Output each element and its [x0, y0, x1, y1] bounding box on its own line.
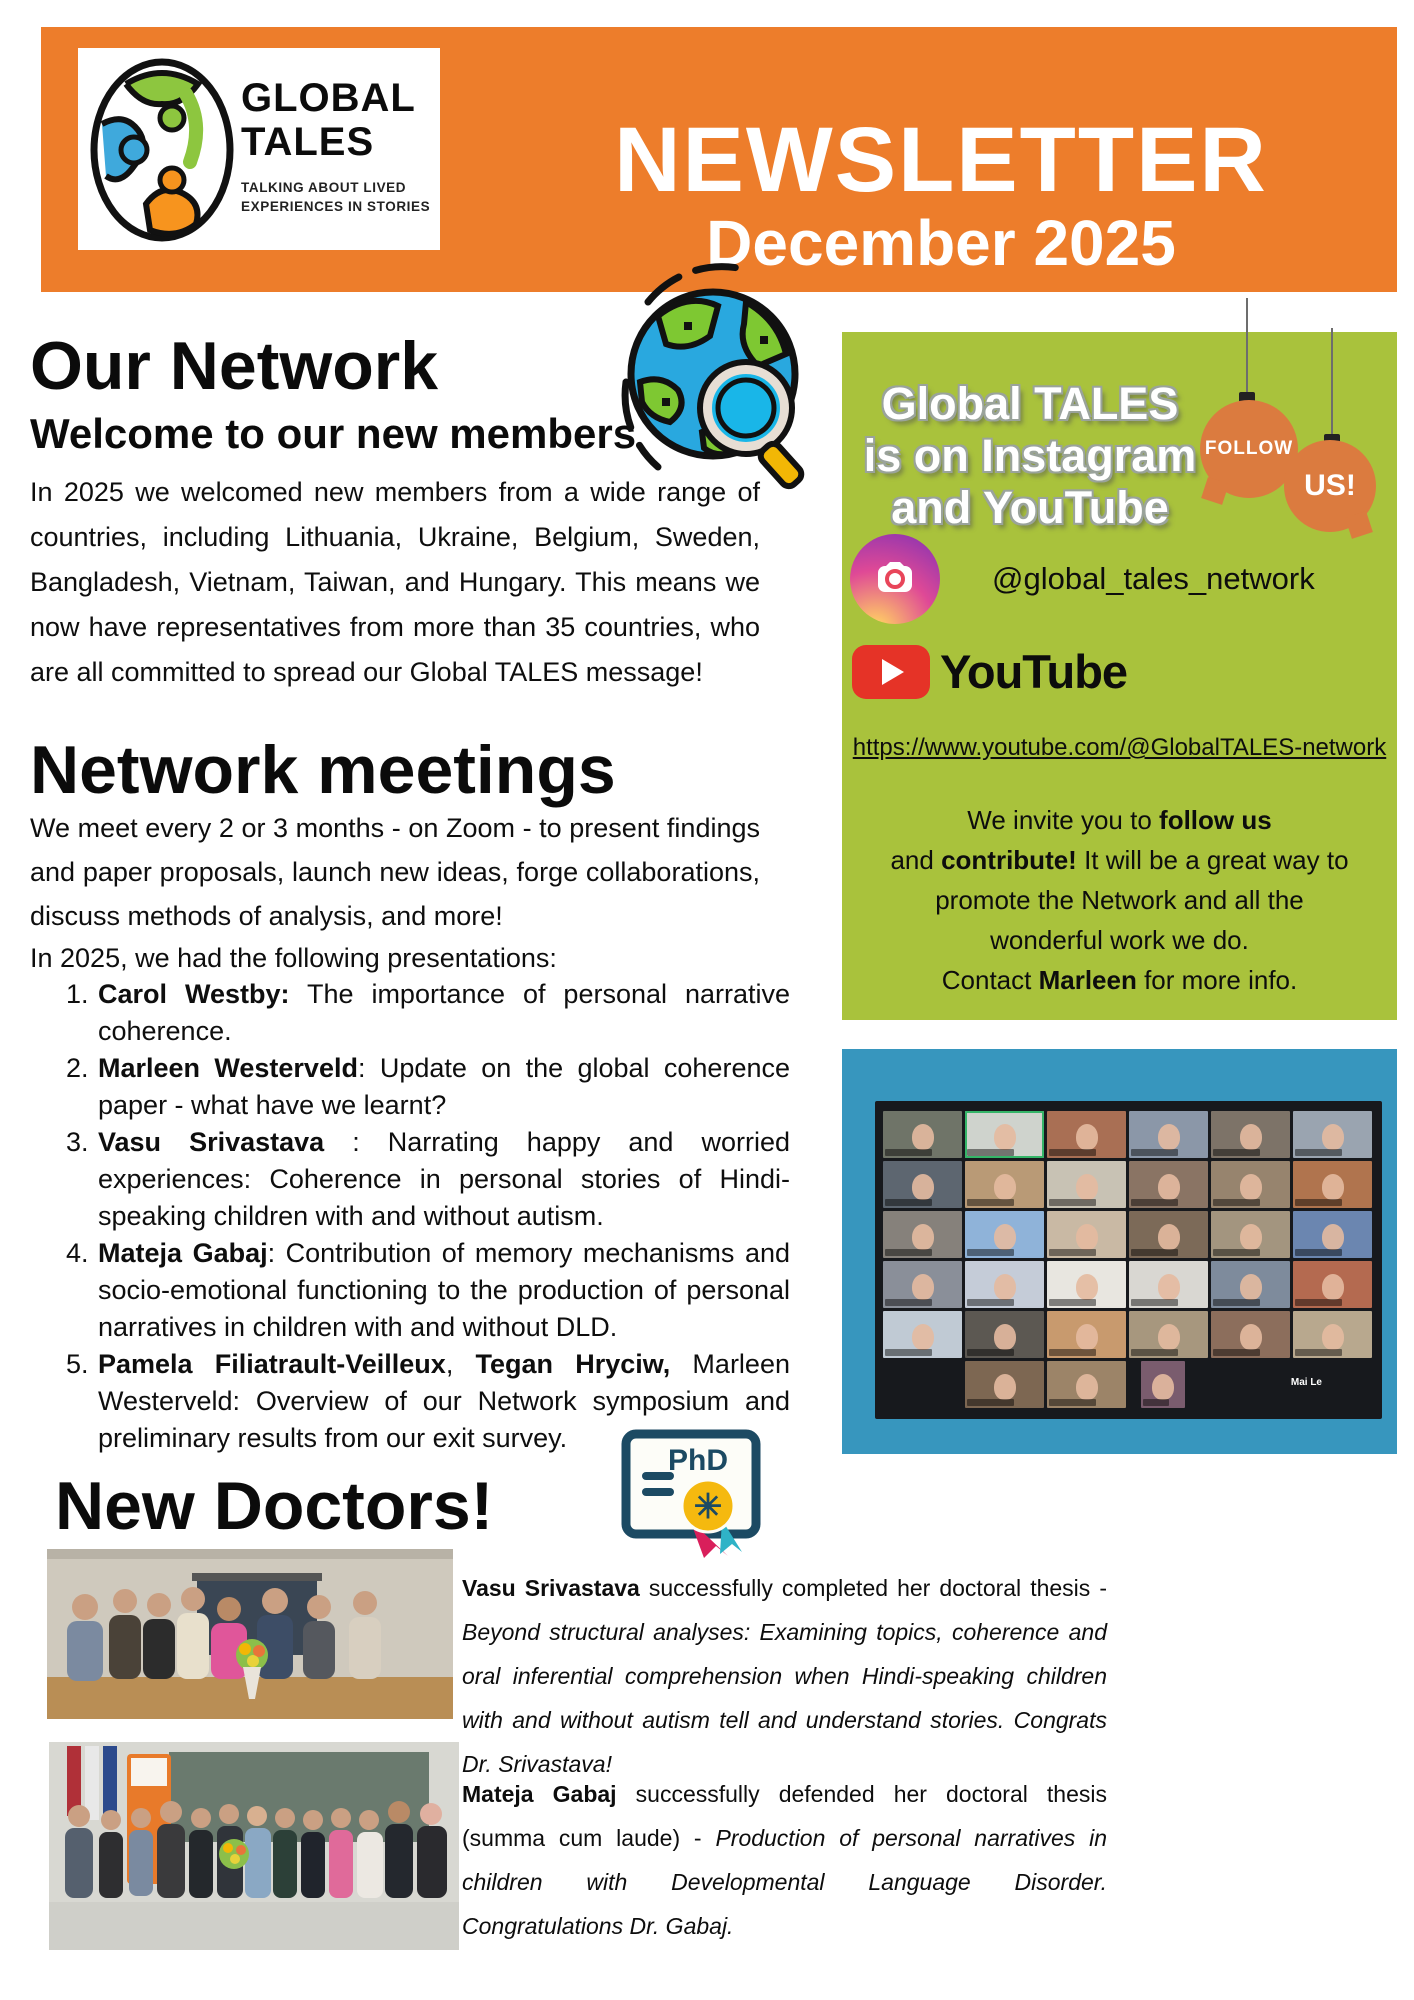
us-balloon: US! [1284, 440, 1376, 532]
zoom-participant-tile [965, 1361, 1044, 1408]
phd-label: PhD [668, 1444, 728, 1477]
zoom-participant-tile [1293, 1261, 1372, 1308]
zoom-participant-tile [1211, 1311, 1290, 1358]
zoom-participant-tile [1047, 1261, 1126, 1308]
network-meetings-heading: Network meetings [30, 732, 616, 808]
vasu-paragraph: Vasu Srivastava successfully completed her doctoral thesis - Beyond structural analyses: Examining topics, coherence and oral inferential comprehension when Hindi-speaking children with and without autism tell and understand stories. Congrats Dr. Srivastava! [462, 1575, 1107, 1777]
instagram-icon [850, 534, 940, 624]
zoom-participant-tile [965, 1261, 1044, 1308]
zoom-participant-tile [1293, 1311, 1372, 1358]
balloon-string [1246, 298, 1248, 404]
svg-text:✳: ✳ [693, 1488, 723, 1526]
presentation-item: 3. Vasu Srivastava : Narrating happy and worried experiences: Coherence in personal stories of Hindi-speaking children with and without autism. [96, 1124, 790, 1235]
network-meetings-intro2: In 2025, we had the following presentations: [30, 943, 557, 973]
instagram-handle: @global_tales_network [992, 561, 1315, 596]
zoom-participant-tile [965, 1211, 1044, 1258]
zoom-participant-tile [883, 1161, 962, 1208]
our-network-heading: Our Network [30, 328, 439, 404]
new-doctors-heading: New Doctors! [55, 1468, 494, 1544]
zoom-participant-tile [1047, 1361, 1126, 1408]
invite-text: We invite you to follow us and contribute! It will be a great way to promote the Network and all the wonderful work we do. Contact Marleen for more info. [890, 805, 1349, 995]
zoom-participant-tile [1129, 1161, 1208, 1208]
zoom-participant-grid [883, 1111, 1374, 1358]
global-tales-logo-icon [86, 54, 238, 246]
zoom-participant-tile [1293, 1161, 1372, 1208]
newsletter-date: December 2025 [706, 207, 1176, 279]
zoom-participant-tile [965, 1111, 1044, 1158]
zoom-last-row [883, 1361, 1374, 1408]
zoom-participant-tile [965, 1311, 1044, 1358]
logo-tagline-line1: TALKING ABOUT LIVED [241, 180, 407, 195]
zoom-participant-tile [1129, 1111, 1208, 1158]
zoom-participant-tile [1047, 1211, 1126, 1258]
logo-name-line2: TALES [241, 120, 375, 164]
balloon-string [1331, 328, 1333, 444]
zoom-participant-tile [1293, 1211, 1372, 1258]
zoom-participant-tile [1129, 1211, 1208, 1258]
follow-balloon: FOLLOW [1200, 400, 1298, 498]
network-meetings-intro: We meet every 2 or 3 months - on Zoom - to present findings and paper proposals, launch new ideas, forge collaborations, discuss methods of analysis, and more! [30, 813, 760, 931]
zoom-participant-tile [1211, 1111, 1290, 1158]
presentation-item: 1. Carol Westby: The importance of personal narrative coherence. [96, 976, 790, 1050]
photo-vasu-defense-group [47, 1549, 453, 1719]
zoom-participant-tile [1047, 1311, 1126, 1358]
zoom-participant-tile [1047, 1111, 1126, 1158]
zoom-participant-tile [883, 1311, 962, 1358]
newsletter-title: NEWSLETTER [614, 109, 1268, 211]
zoom-participant-tile [883, 1111, 962, 1158]
logo-tagline-line2: EXPERIENCES IN STORIES [241, 199, 431, 214]
zoom-meeting-screenshot [875, 1101, 1382, 1419]
zoom-participant-tile [965, 1161, 1044, 1208]
presentation-item: 4. Mateja Gabaj: Contribution of memory mechanisms and socio-emotional functioning to the production of personal narratives in children with and without DLD. [96, 1235, 790, 1346]
zoom-participant-tile [1141, 1361, 1185, 1408]
phd-certificate-icon [620, 1428, 762, 1564]
presentation-item: 2. Marleen Westerveld: Update on the global coherence paper - what have we learnt? [96, 1050, 790, 1124]
zoom-participant-tile [1211, 1261, 1290, 1308]
youtube-wordmark: YouTube [940, 645, 1128, 698]
youtube-channel-link[interactable]: https://www.youtube.com/@GlobalTALES-network [852, 734, 1387, 761]
zoom-participant-tile [883, 1261, 962, 1308]
zoom-participant-tile [1047, 1161, 1126, 1208]
social-box-heading: Global TALES is on Instagram and YouTube [863, 378, 1197, 533]
presentations-list [30, 976, 790, 1457]
presentation-item: 5. Pamela Filiatrault-Veilleux, Tegan Hryciw, Marleen Westerveld: Overview of our Network symposium and preliminary results from our exit survey. [96, 1346, 790, 1457]
our-network-body: In 2025 we welcomed new members from a wide range of countries, including Lithuania, Ukraine, Belgium, Sweden, Bangladesh, Vietnam, Taiwan, and Hungary. This means we now have representatives from more than 35 countries, who are all committed to spread our Global TALES message! [30, 477, 760, 687]
welcome-subheading: Welcome to our new members [30, 410, 637, 457]
global-tales-logo-card [78, 48, 440, 250]
zoom-participant-tile [883, 1211, 962, 1258]
youtube-icon [852, 645, 930, 699]
zoom-participant-tile [1293, 1111, 1372, 1158]
zoom-participant-tile [1211, 1211, 1290, 1258]
social-media-box [842, 332, 1397, 1020]
zoom-participant-tile [1211, 1161, 1290, 1208]
masthead-banner [41, 27, 1397, 292]
zoom-participant-tile [1129, 1261, 1208, 1308]
zoom-meeting-box [842, 1049, 1397, 1454]
mateja-paragraph: Mateja Gabaj successfully defended her doctoral thesis (summa cum laude) - Production of personal narratives in children with Developmental Language Disorder. Congratulations Dr. Gabaj. [462, 1781, 1108, 1939]
zoom-participant-tile [1129, 1311, 1208, 1358]
photo-mateja-defense-group [49, 1742, 459, 1950]
participant-name-label: Mai Le [1290, 1377, 1322, 1388]
logo-name-line1: GLOBAL [241, 76, 416, 120]
